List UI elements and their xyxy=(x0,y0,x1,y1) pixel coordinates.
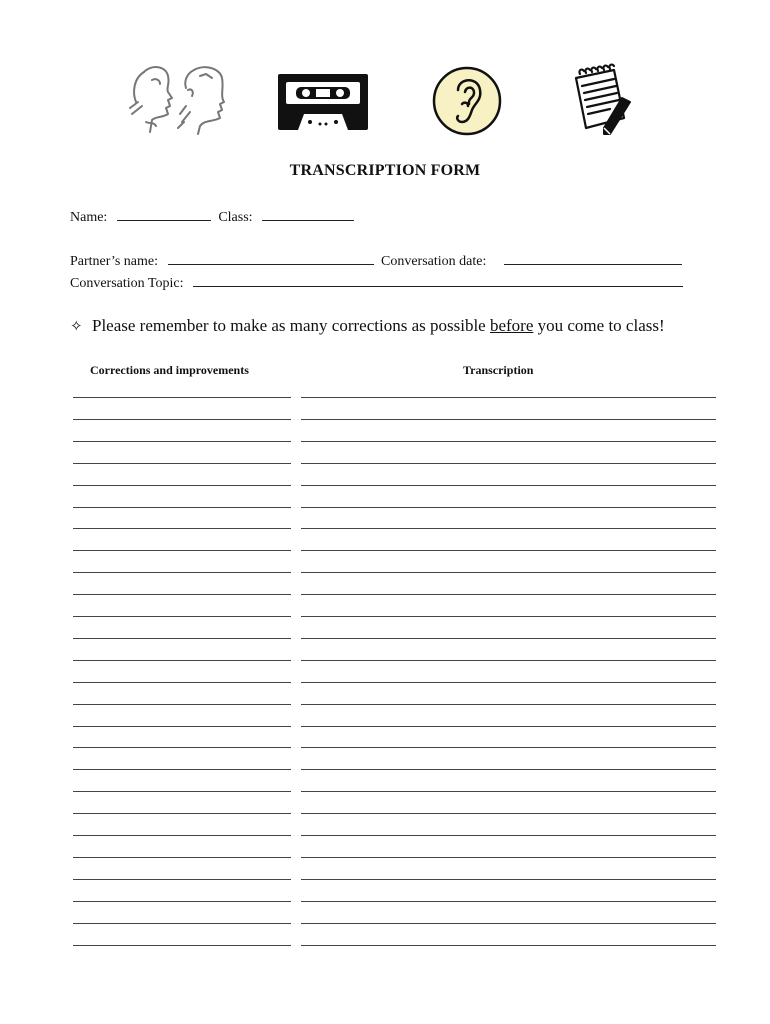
reminder-text-end: you come to class! xyxy=(533,316,665,335)
corrections-lines[interactable] xyxy=(73,398,291,946)
conversation-topic-label: Conversation Topic: xyxy=(70,276,184,291)
class-label: Class: xyxy=(218,210,253,225)
form-title: TRANSCRIPTION FORM xyxy=(289,162,481,179)
transcription-lines[interactable] xyxy=(301,398,716,946)
corrections-column-header: Corrections and improvements xyxy=(90,363,249,377)
sparkle-icon: ✧ xyxy=(70,317,83,335)
conversation-date-label: Conversation date: xyxy=(381,254,487,269)
reminder-text-start: Please remember to make as many corrections as possible xyxy=(92,316,490,335)
partner-name-label: Partner’s name: xyxy=(70,254,158,269)
name-label: Name: xyxy=(70,210,108,225)
reminder-emphasis: before xyxy=(489,316,534,335)
transcription-column-header: Transcription xyxy=(463,363,534,377)
